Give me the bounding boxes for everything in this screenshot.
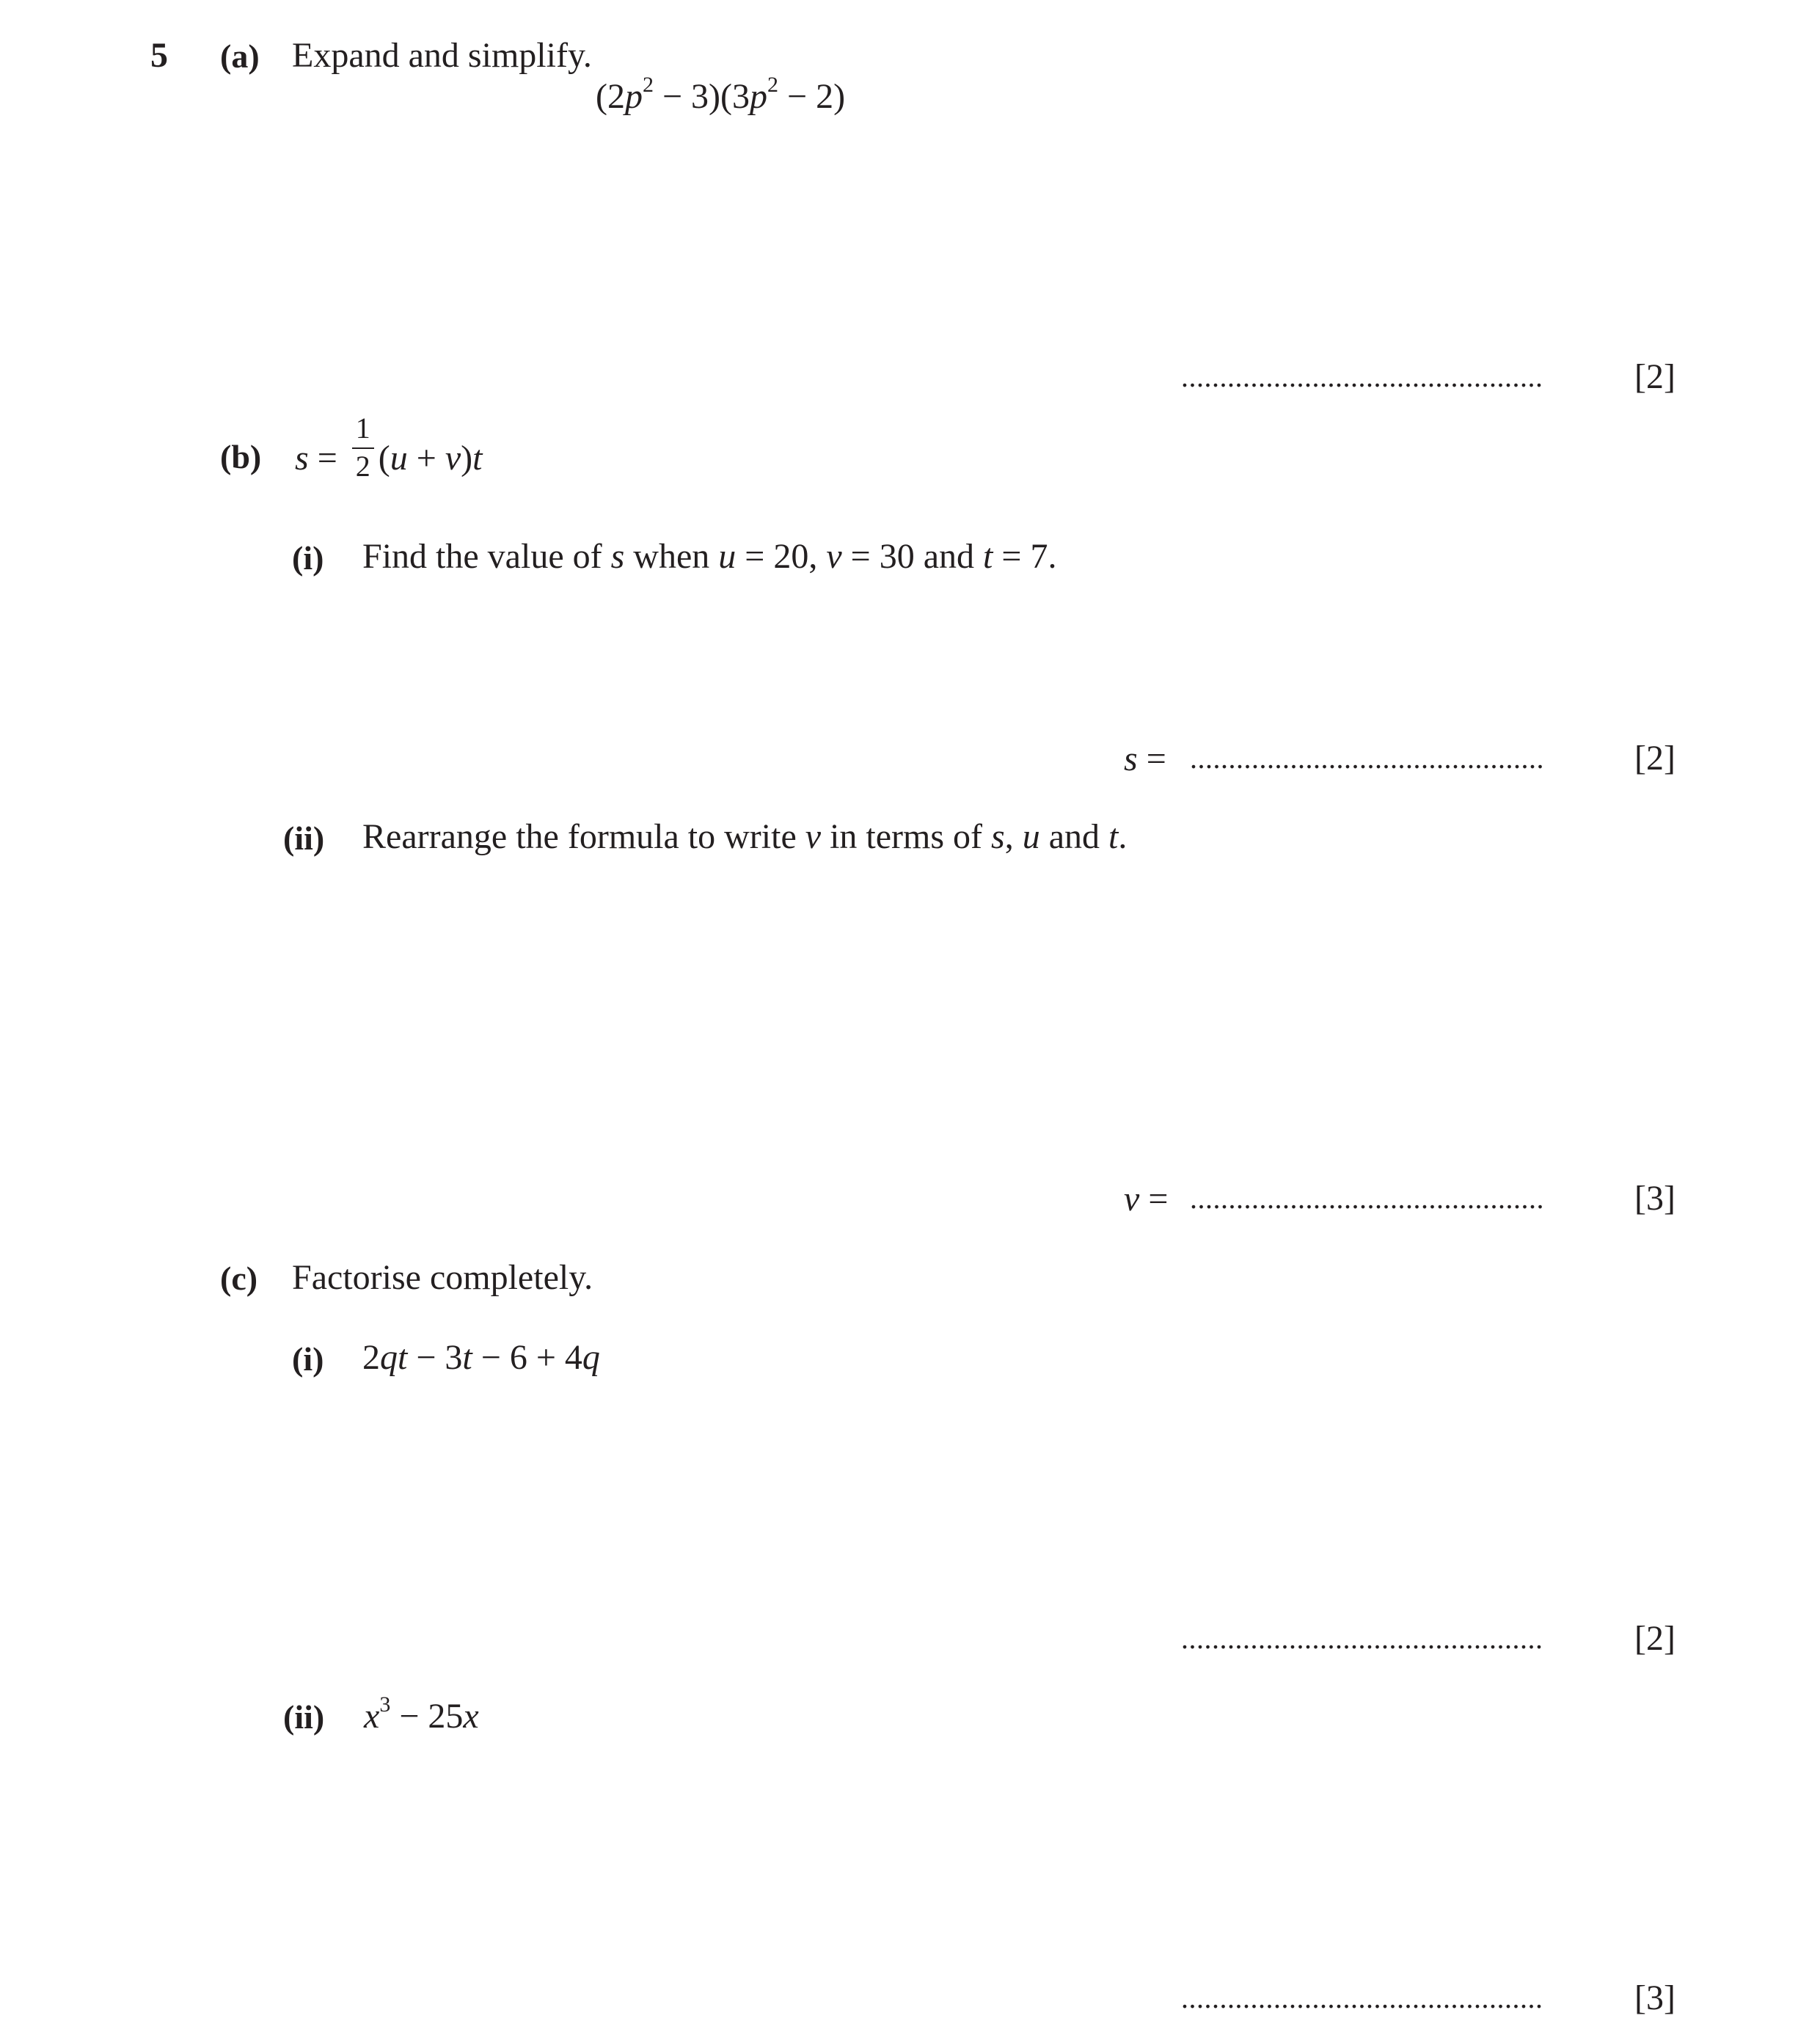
part-b-ii-answer-prefix: v = bbox=[1124, 1180, 1169, 1218]
part-b-label: (b) bbox=[220, 438, 262, 475]
question-number: 5 bbox=[150, 36, 168, 75]
part-c-label: (c) bbox=[220, 1260, 258, 1297]
part-c-i-expression: 2qt − 3t − 6 + 4q bbox=[362, 1338, 600, 1377]
part-b-ii-answer-line: .............................................. bbox=[1190, 1182, 1544, 1215]
part-b-i-label: (i) bbox=[292, 539, 324, 577]
part-c-i-label: (i) bbox=[292, 1340, 324, 1378]
part-a-instruction: Expand and simplify. bbox=[292, 36, 592, 75]
part-b-i-answer-prefix: s = bbox=[1124, 739, 1166, 778]
fraction-one-half: $\frac{1}{2}$ bbox=[351, 436, 376, 480]
part-c-instruction: Factorise completely. bbox=[292, 1258, 593, 1297]
part-c-i-answer-line: ............................................... bbox=[1181, 1622, 1543, 1655]
part-b-ii-question: Rearrange the formula to write v in terms of s, u and t. bbox=[362, 817, 1128, 856]
part-b-i-question: Find the value of s when u = 20, v = 30 and t = 7. bbox=[362, 537, 1057, 576]
part-a-marks: [2] bbox=[1634, 357, 1675, 396]
part-c-i-marks: [2] bbox=[1634, 1619, 1675, 1658]
part-c-ii-marks: [3] bbox=[1634, 1978, 1675, 2017]
part-c-ii-expression: $x^3 - 25x$ bbox=[364, 1692, 479, 1736]
part-c-ii-label: (ii) bbox=[283, 1698, 325, 1736]
part-b-i-marks: [2] bbox=[1634, 739, 1675, 778]
part-b-ii-marks: [3] bbox=[1634, 1179, 1675, 1218]
part-a-expression: $(2p^2 - 3)(3p^2 - 2)$ bbox=[596, 73, 846, 116]
part-a-label: (a) bbox=[220, 37, 260, 75]
part-a-answer-line: ............................................... bbox=[1181, 360, 1543, 393]
part-b-formula: s = $\frac{1}{2}$ (u + v)t bbox=[295, 412, 483, 483]
part-b-i-answer-line: .............................................. bbox=[1190, 742, 1544, 775]
part-b-ii-label: (ii) bbox=[283, 819, 325, 857]
part-c-ii-answer-line: ............................................... bbox=[1181, 1981, 1543, 2014]
